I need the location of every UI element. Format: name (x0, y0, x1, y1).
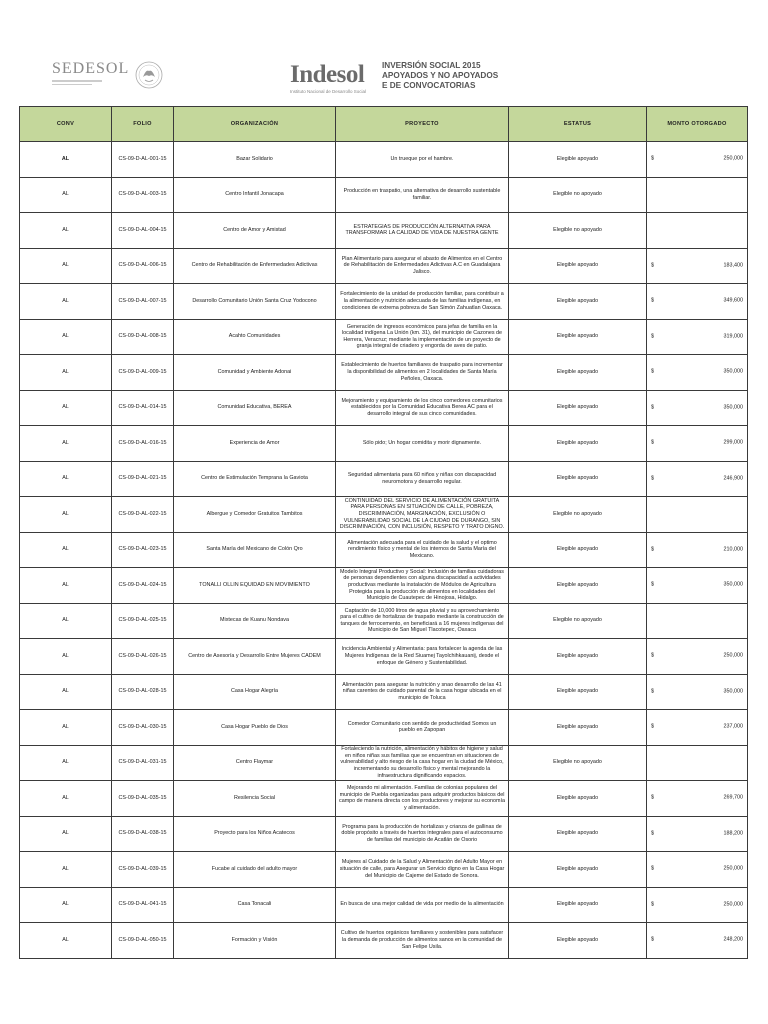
cell-proyecto: Alimentación adecuada para el cuidado de la salud y el optimo rendimiento físico y mental de los internos de Santa María del Mexicano. (336, 532, 509, 568)
cell-folio: CS-09-D-AL-021-15 (112, 461, 174, 497)
currency-symbol: $ (651, 333, 654, 340)
cell-folio: CS-09-D-AL-003-15 (112, 177, 174, 213)
monto-amount: 188,200 (723, 830, 743, 837)
cell-estatus: Elegible apoyado (509, 319, 647, 355)
cell-conv: AL (20, 816, 112, 852)
cell-proyecto: Un trueque por el hambre. (336, 142, 509, 178)
sedesol-logo-subtext (52, 80, 132, 85)
monto-amount: 246,900 (723, 475, 743, 482)
sedesol-logo (52, 60, 132, 96)
cell-proyecto: Generación de ingresos económicos para jefas de familia en la localidad indígena La Unión (km. 31), del municipio de Cazones de Herrera, Veracruz; mediante la implementación de un proyecto de granja integral de criadero y engorda de aves de patio. (336, 319, 509, 355)
cell-monto (647, 532, 748, 568)
cell-monto (647, 248, 748, 284)
cell-conv: AL (20, 887, 112, 923)
cell-estatus: Elegible no apoyado (509, 213, 647, 249)
cell-folio: CS-09-D-AL-024-15 (112, 568, 174, 604)
cell-monto (647, 284, 748, 320)
mexico-seal-icon (134, 60, 164, 90)
cell-organizacion: Centro de Rehabilitación de Enfermedades Adictivas (174, 248, 336, 284)
cell-folio: CS-09-D-AL-025-15 (112, 603, 174, 639)
cell-monto (647, 674, 748, 710)
cell-conv: AL (20, 532, 112, 568)
document-header (0, 0, 768, 108)
currency-symbol: $ (651, 688, 654, 695)
cell-organizacion: Centro de Estimulación Temprana la Gaviota (174, 461, 336, 497)
monto-amount: 250,000 (723, 865, 743, 872)
monto-amount: 250,000 (723, 652, 743, 659)
cell-conv: AL (20, 213, 112, 249)
cell-conv: AL (20, 745, 112, 781)
table-body (20, 142, 748, 959)
currency-symbol: $ (651, 901, 654, 908)
monto-amount: 269,700 (723, 794, 743, 801)
cell-proyecto: Alimentación para asegurar la nutrición y snao desarrollo de las 41 niñas carentes de cuidado parental de la casa hogar ubicada en el municipio de Toluca (336, 674, 509, 710)
currency-symbol: $ (651, 404, 654, 411)
cell-proyecto: Captación de 10,000 litros de agua pluvial y su aprovechamiento para el cultivo de hortalizas de traspatio mediante la construcción de tanques de ferrocemento, en beneficiará a 16 mujeres indígenas del Municipio de San Miguel Tlacotepec, Oaxaca (336, 603, 509, 639)
cell-conv: AL (20, 568, 112, 604)
cell-folio: CS-09-D-AL-041-15 (112, 887, 174, 923)
currency-symbol: $ (651, 830, 654, 837)
monto-amount: 250,000 (723, 901, 743, 908)
cell-conv: AL (20, 639, 112, 675)
cell-organizacion: Albergue y Comedor Gratuitos Tambitos (174, 497, 336, 533)
cell-conv: AL (20, 177, 112, 213)
table-row (20, 923, 748, 959)
cell-organizacion: Santa María del Mexicano de Colón Qro (174, 532, 336, 568)
table-row (20, 142, 748, 178)
currency-symbol: $ (651, 439, 654, 446)
cell-monto (647, 142, 748, 178)
currency-symbol: $ (651, 865, 654, 872)
cell-folio: CS-09-D-AL-050-15 (112, 923, 174, 959)
cell-monto (647, 603, 748, 639)
cell-conv: AL (20, 852, 112, 888)
table-row (20, 781, 748, 817)
cell-estatus: Elegible apoyado (509, 639, 647, 675)
table-row (20, 639, 748, 675)
table-row (20, 461, 748, 497)
column-header-proyecto: PROYECTO (336, 107, 509, 142)
cell-monto (647, 781, 748, 817)
cell-monto (647, 816, 748, 852)
table-row (20, 248, 748, 284)
cell-proyecto: Fortalecimiento de la unidad de producción familiar, para contribuir a la alimentación y nutrición adecuada de las familias indígenas, en condiciones de extrema pobreza de San Simón Zahuatlan Oaxaca. (336, 284, 509, 320)
cell-estatus: Elegible apoyado (509, 461, 647, 497)
column-header-monto: MONTO OTORGADO (647, 107, 748, 142)
currency-symbol: $ (651, 155, 654, 162)
cell-estatus: Elegible apoyado (509, 923, 647, 959)
cell-folio: CS-09-D-AL-039-15 (112, 852, 174, 888)
cell-conv: AL (20, 461, 112, 497)
cell-monto (647, 923, 748, 959)
cell-conv: AL (20, 319, 112, 355)
cell-estatus: Elegible apoyado (509, 142, 647, 178)
cell-folio: CS-09-D-AL-030-15 (112, 710, 174, 746)
currency-symbol: $ (651, 368, 654, 375)
cell-estatus: Elegible apoyado (509, 284, 647, 320)
cell-organizacion: Acahto Comunidades (174, 319, 336, 355)
cell-organizacion: Formación y Visión (174, 923, 336, 959)
cell-folio: CS-09-D-AL-008-15 (112, 319, 174, 355)
table-row (20, 426, 748, 462)
cell-proyecto: Modelo Integral Productivo y Social: Inclusión de familias cuidadoras de personas dependientes con alguna discapacidad a actividades productivas mediante la instalación de Módulos de Agricultura Protegida para la producción de alimentos en localidades del Municipio de Cuautepec de Hinojosa, Hidalgo. (336, 568, 509, 604)
cell-monto (647, 887, 748, 923)
currency-symbol: $ (651, 475, 654, 482)
cell-proyecto: Plan Alimentario para asegurar el abasto de Alimentos en el Centro de Rehabilitación de Enfermedades Adictivas A.C en Guadalajara Jalisco. (336, 248, 509, 284)
cell-estatus: Elegible apoyado (509, 355, 647, 391)
currency-symbol: $ (651, 581, 654, 588)
document-title (382, 61, 498, 91)
sedesol-logo-text: SEDESOL (52, 60, 130, 77)
table-row (20, 213, 748, 249)
monto-amount: 237,000 (723, 723, 743, 730)
cell-proyecto: Mujeres al Cuidado de la Salud y Alimentación del Adulto Mayor en situación de calle, para Asegurar un Servicio digno en la Casa Hogar del Municipio de Cajeme del Estado de Sonora. (336, 852, 509, 888)
results-table (19, 106, 748, 959)
monto-amount: 248,200 (723, 936, 743, 943)
cell-organizacion: TONALLI OLLIN EQUIDAD EN MOVIMIENTO (174, 568, 336, 604)
column-header-estatus: ESTATUS (509, 107, 647, 142)
monto-amount: 299,000 (723, 439, 743, 446)
table-row (20, 887, 748, 923)
cell-estatus: Elegible apoyado (509, 816, 647, 852)
cell-estatus: Elegible apoyado (509, 390, 647, 426)
cell-conv: AL (20, 603, 112, 639)
cell-organizacion: Mixtecas de Kuanu Nondava (174, 603, 336, 639)
monto-amount: 210,000 (723, 546, 743, 553)
cell-organizacion: Experiencia de Amor (174, 426, 336, 462)
cell-estatus: Elegible apoyado (509, 710, 647, 746)
cell-proyecto: En busca de una mejor calidad de vida por medio de la alimentación (336, 887, 509, 923)
title-line: APOYADOS Y NO APOYADOS (382, 71, 499, 80)
cell-proyecto: Sólo pido; Un hogar comidita y morir dignamente. (336, 426, 509, 462)
cell-monto (647, 852, 748, 888)
title-line: INVERSIÓN SOCIAL 2015 (382, 61, 481, 70)
cell-monto (647, 461, 748, 497)
title-line: E DE CONVOCATORIAS (382, 81, 476, 90)
cell-estatus: Elegible apoyado (509, 568, 647, 604)
monto-amount: 350,000 (723, 581, 743, 588)
column-header-folio: FOLIO (112, 107, 174, 142)
currency-symbol: $ (651, 262, 654, 269)
cell-monto (647, 177, 748, 213)
cell-conv: AL (20, 142, 112, 178)
cell-organizacion: Bazar Solidario (174, 142, 336, 178)
cell-organizacion: Desarrollo Comunitario Unión Santa Cruz Yodocono (174, 284, 336, 320)
cell-folio: CS-09-D-AL-014-15 (112, 390, 174, 426)
cell-folio: CS-09-D-AL-001-15 (112, 142, 174, 178)
cell-organizacion: Centro de Amor y Amistad (174, 213, 336, 249)
cell-proyecto: Seguridad alimentaria para 60 niños y niñas con discapacidad neuromotora y desarrollo regular. (336, 461, 509, 497)
cell-proyecto: Establecimiento de huertos familiares de traspatio para incrementar la disponibilidad de alimentos en 2 localidades de Santa María Peñoles, Oaxaca. (336, 355, 509, 391)
cell-estatus: Elegible no apoyado (509, 745, 647, 781)
cell-monto (647, 710, 748, 746)
table-row (20, 319, 748, 355)
indesol-logo-text: Indesol (290, 61, 365, 88)
cell-organizacion: Centro Flaymar (174, 745, 336, 781)
cell-organizacion: Centro de Asesoría y Desarrollo Entre Mujeres CADEM (174, 639, 336, 675)
cell-estatus: Elegible apoyado (509, 674, 647, 710)
cell-folio: CS-09-D-AL-026-15 (112, 639, 174, 675)
cell-estatus: Elegible no apoyado (509, 497, 647, 533)
table-row (20, 177, 748, 213)
cell-proyecto: Mejorando mi alimentación. Familias de colonias populares del municipio de Puebla organizadas para adquirir productos básicos del campo de manera directa con los productores y mejorar su economía y alimentación. (336, 781, 509, 817)
cell-folio: CS-09-D-AL-023-15 (112, 532, 174, 568)
column-header-organizacion: ORGANIZACIÓN (174, 107, 336, 142)
cell-monto (647, 390, 748, 426)
cell-conv: AL (20, 355, 112, 391)
cell-folio: CS-09-D-AL-031-15 (112, 745, 174, 781)
cell-estatus: Elegible apoyado (509, 426, 647, 462)
cell-monto (647, 426, 748, 462)
cell-proyecto: Comedor Comunitario con sentido de productividad Somos un pueblo en Zapopan (336, 710, 509, 746)
table-row (20, 674, 748, 710)
monto-amount: 349,600 (723, 297, 743, 304)
cell-proyecto: CONTINUIDAD DEL SERVICIO DE ALIMENTACIÓN GRATUITA PARA PERSONAS EN SITUACIÓN DE CALLE, POBREZA, DISCRIMINACIÓN, MARGINACIÓN, EXCLUSIÓN O VULNERABILIDAD SOCIAL DE LA CIUDAD DE DURANGO, SIN DISCRIMINACIÓN, CON INCLUSIÓN, RESPETO Y TRATO DIGNO. (336, 497, 509, 533)
cell-organizacion: Comunidad y Ambiente Adonai (174, 355, 336, 391)
table-row (20, 355, 748, 391)
cell-folio: CS-09-D-AL-007-15 (112, 284, 174, 320)
cell-organizacion: Resilencia Social (174, 781, 336, 817)
currency-symbol: $ (651, 794, 654, 801)
cell-monto (647, 568, 748, 604)
monto-amount: 183,400 (723, 262, 743, 269)
cell-conv: AL (20, 710, 112, 746)
cell-organizacion: Casa Hogar Pueblo de Dios (174, 710, 336, 746)
cell-estatus: Elegible apoyado (509, 248, 647, 284)
cell-estatus: Elegible apoyado (509, 852, 647, 888)
cell-conv: AL (20, 923, 112, 959)
cell-monto (647, 639, 748, 675)
cell-conv: AL (20, 781, 112, 817)
cell-conv: AL (20, 248, 112, 284)
cell-conv: AL (20, 497, 112, 533)
cell-proyecto: Producción en traspatio, una alternativa de desarrollo sustentable familiar. (336, 177, 509, 213)
cell-organizacion: Casa Hogar Alegría (174, 674, 336, 710)
indesol-logo-subtitle: Instituto Nacional de Desarrollo Social (290, 89, 367, 94)
cell-proyecto: ESTRATEGIAS DE PRODUCCIÓN ALTERNATIVA PARA TRANSFORMAR LA CALIDAD DE VIDA DE NUESTRA GENTE (336, 213, 509, 249)
cell-proyecto: Programa para la producción de hortalizas y crianza de gallinas de doble propósito a través de huertos integrales para el autoconsumo de familias del municipio de Acatlán de Osorio (336, 816, 509, 852)
table-row (20, 603, 748, 639)
cell-estatus: Elegible apoyado (509, 781, 647, 817)
cell-proyecto: Cultivo de huertos orgánicos familiares y sostenibles para satisfacer la demanda de producción de alimentos sanos en la comunidad de San Felipe Usila. (336, 923, 509, 959)
table-header-row (20, 107, 748, 142)
cell-estatus: Elegible apoyado (509, 532, 647, 568)
cell-organizacion: Fucabe al cuidado del adulto mayor (174, 852, 336, 888)
cell-conv: AL (20, 390, 112, 426)
monto-amount: 350,000 (723, 688, 743, 695)
cell-organizacion: Proyecto para los Niños Acatecos (174, 816, 336, 852)
column-header-conv: CONV (20, 107, 112, 142)
cell-folio: CS-09-D-AL-006-15 (112, 248, 174, 284)
cell-organizacion: Comunidad Educativa, BEREA (174, 390, 336, 426)
monto-amount: 319,000 (723, 333, 743, 340)
cell-folio: CS-09-D-AL-009-15 (112, 355, 174, 391)
indesol-logo (290, 62, 380, 98)
table-row (20, 390, 748, 426)
table-row (20, 710, 748, 746)
cell-folio: CS-09-D-AL-004-15 (112, 213, 174, 249)
cell-monto (647, 745, 748, 781)
currency-symbol: $ (651, 652, 654, 659)
cell-folio: CS-09-D-AL-038-15 (112, 816, 174, 852)
cell-conv: AL (20, 426, 112, 462)
cell-estatus: Elegible apoyado (509, 887, 647, 923)
cell-monto (647, 497, 748, 533)
cell-folio: CS-09-D-AL-035-15 (112, 781, 174, 817)
cell-conv: AL (20, 284, 112, 320)
cell-monto (647, 213, 748, 249)
monto-amount: 350,000 (723, 368, 743, 375)
currency-symbol: $ (651, 723, 654, 730)
currency-symbol: $ (651, 546, 654, 553)
cell-proyecto: Fortaleciendo la nutrición, alimentación y hábitos de higiene y salud en niños niñas sus familias que se encuentran en situaciones de vulnerabilidad y alto riesgo de la casa hogar en la ciudad de México, incrementando su desarrollo físico y mental mejorando la infraestructura dignificando espacios. (336, 745, 509, 781)
table-row (20, 745, 748, 781)
table-row (20, 852, 748, 888)
cell-proyecto: Mejoramiento y equipamiento de los cinco comedores comunitarios establecidos por la Comunidad Educativa Berea AC para el desarrollo integral de sus cinco comunidades. (336, 390, 509, 426)
cell-folio: CS-09-D-AL-016-15 (112, 426, 174, 462)
table-row (20, 816, 748, 852)
currency-symbol: $ (651, 936, 654, 943)
cell-estatus: Elegible no apoyado (509, 177, 647, 213)
monto-amount: 250,000 (723, 155, 743, 162)
cell-organizacion: Casa Tonacali (174, 887, 336, 923)
cell-estatus: Elegible no apoyado (509, 603, 647, 639)
cell-folio: CS-09-D-AL-022-15 (112, 497, 174, 533)
cell-monto (647, 355, 748, 391)
currency-symbol: $ (651, 297, 654, 304)
monto-amount: 350,000 (723, 404, 743, 411)
cell-proyecto: Incidencia Ambiental y Alimentaria: para fortalecer la agenda de las Mujeres Indígenas de la Red Siuamej Tayolchihkauanij, desde el enfoque de Género y Sustentabilidad. (336, 639, 509, 675)
table-row (20, 532, 748, 568)
cell-conv: AL (20, 674, 112, 710)
table-row (20, 568, 748, 604)
table-row (20, 497, 748, 533)
cell-monto (647, 319, 748, 355)
cell-organizacion: Centro Infantil Jonacapa (174, 177, 336, 213)
cell-folio: CS-09-D-AL-028-15 (112, 674, 174, 710)
table-row (20, 284, 748, 320)
